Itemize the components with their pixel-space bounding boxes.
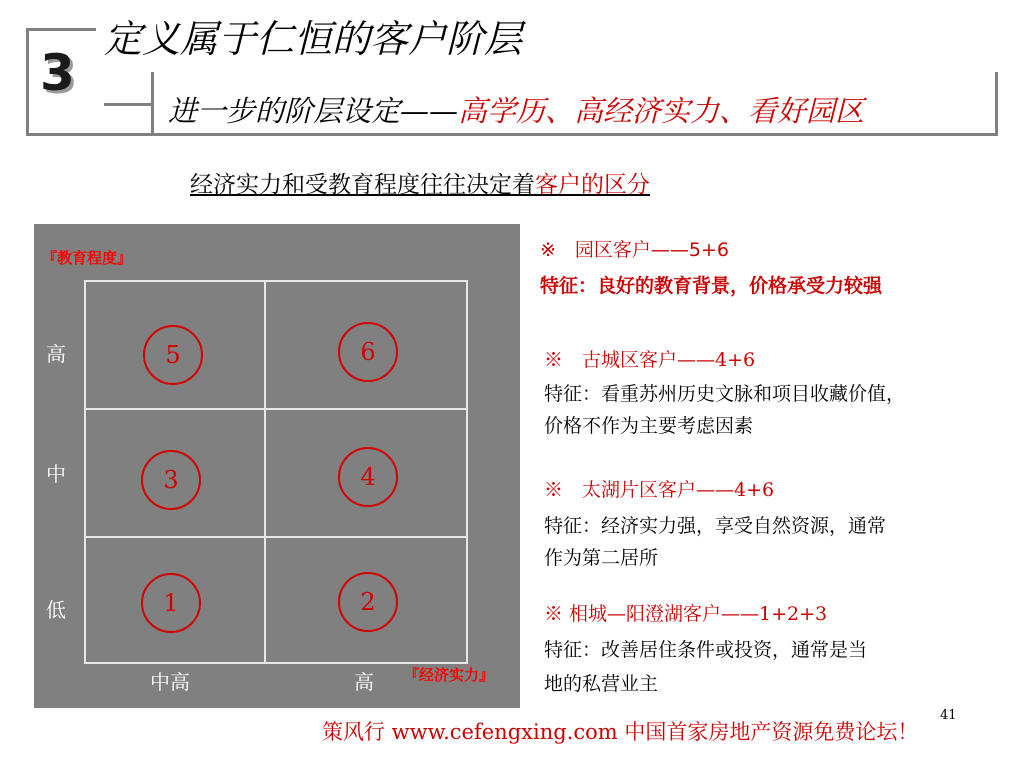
page-number: 41 [940,708,957,723]
x-level-high: 高 [354,670,374,694]
subtitle-prefix: 进一步的阶层设定—— [168,94,459,128]
header-frame-left [26,28,29,135]
segment-feature: 作为第二居所 [544,547,659,569]
x-axis-caption: 『经济实力』 [404,666,495,684]
y-axis-caption: 『教育程度』 [42,249,133,267]
subtitle-line [104,103,152,106]
segment-circle-6: 6 [338,322,398,382]
segment-feature: 价格不作为主要考虑因素 [544,415,754,437]
x-level-midhigh: 中高 [150,670,190,694]
y-level-high: 高 [46,342,66,366]
segment-circle-3: 3 [141,450,201,510]
page-title: 定义属于仁恒的客户阶层 [104,17,523,61]
grid-vertical-line [264,280,266,664]
segment-feature: 特征：看重苏州历史文脉和项目收藏价值， [544,383,906,405]
grid-horizontal-line [84,536,468,538]
segment-circle-4: 4 [338,447,398,507]
grid-horizontal-line [84,408,468,410]
subtitle-highlight: 高学历、高经济实力、看好园区 [458,94,865,128]
heading-prefix: 经济实力和受教育程度往往决定着 [190,172,535,198]
y-level-low: 低 [46,598,66,622]
segment-heading: ※ 古城区客户——4+6 [544,349,756,371]
header-frame-bottom [26,133,998,136]
segment-heading: ※ 园区客户——5+6 [540,239,730,261]
segment-feature: 特征：经济实力强，享受自然资源，通常 [544,515,887,537]
y-level-mid: 中 [46,462,66,486]
page-subtitle [168,92,864,130]
segment-heading: ※ 相城—阳澄湖客户——1+2+3 [544,603,828,625]
segment-feature: 地的私营业主 [544,673,659,695]
segment-circle-1: 1 [141,573,201,633]
section-number: 3 [40,44,75,102]
header-frame-top [26,28,96,31]
segment-circle-5: 5 [143,325,203,385]
segment-feature: 特征：良好的教育背景，价格承受力较强 [540,275,883,297]
heading-highlight: 客户的区分 [535,172,650,198]
footer-text: 策风行 www.cefengxing.com 中国首家房地产资源免费论坛！ [322,720,919,744]
header-frame-right [995,72,998,136]
segment-heading: ※ 太湖片区客户——4+6 [544,479,775,501]
segment-feature: 特征：改善居住条件或投资，通常是当 [544,639,868,661]
section-heading [190,170,650,200]
segment-circle-2: 2 [338,572,398,632]
